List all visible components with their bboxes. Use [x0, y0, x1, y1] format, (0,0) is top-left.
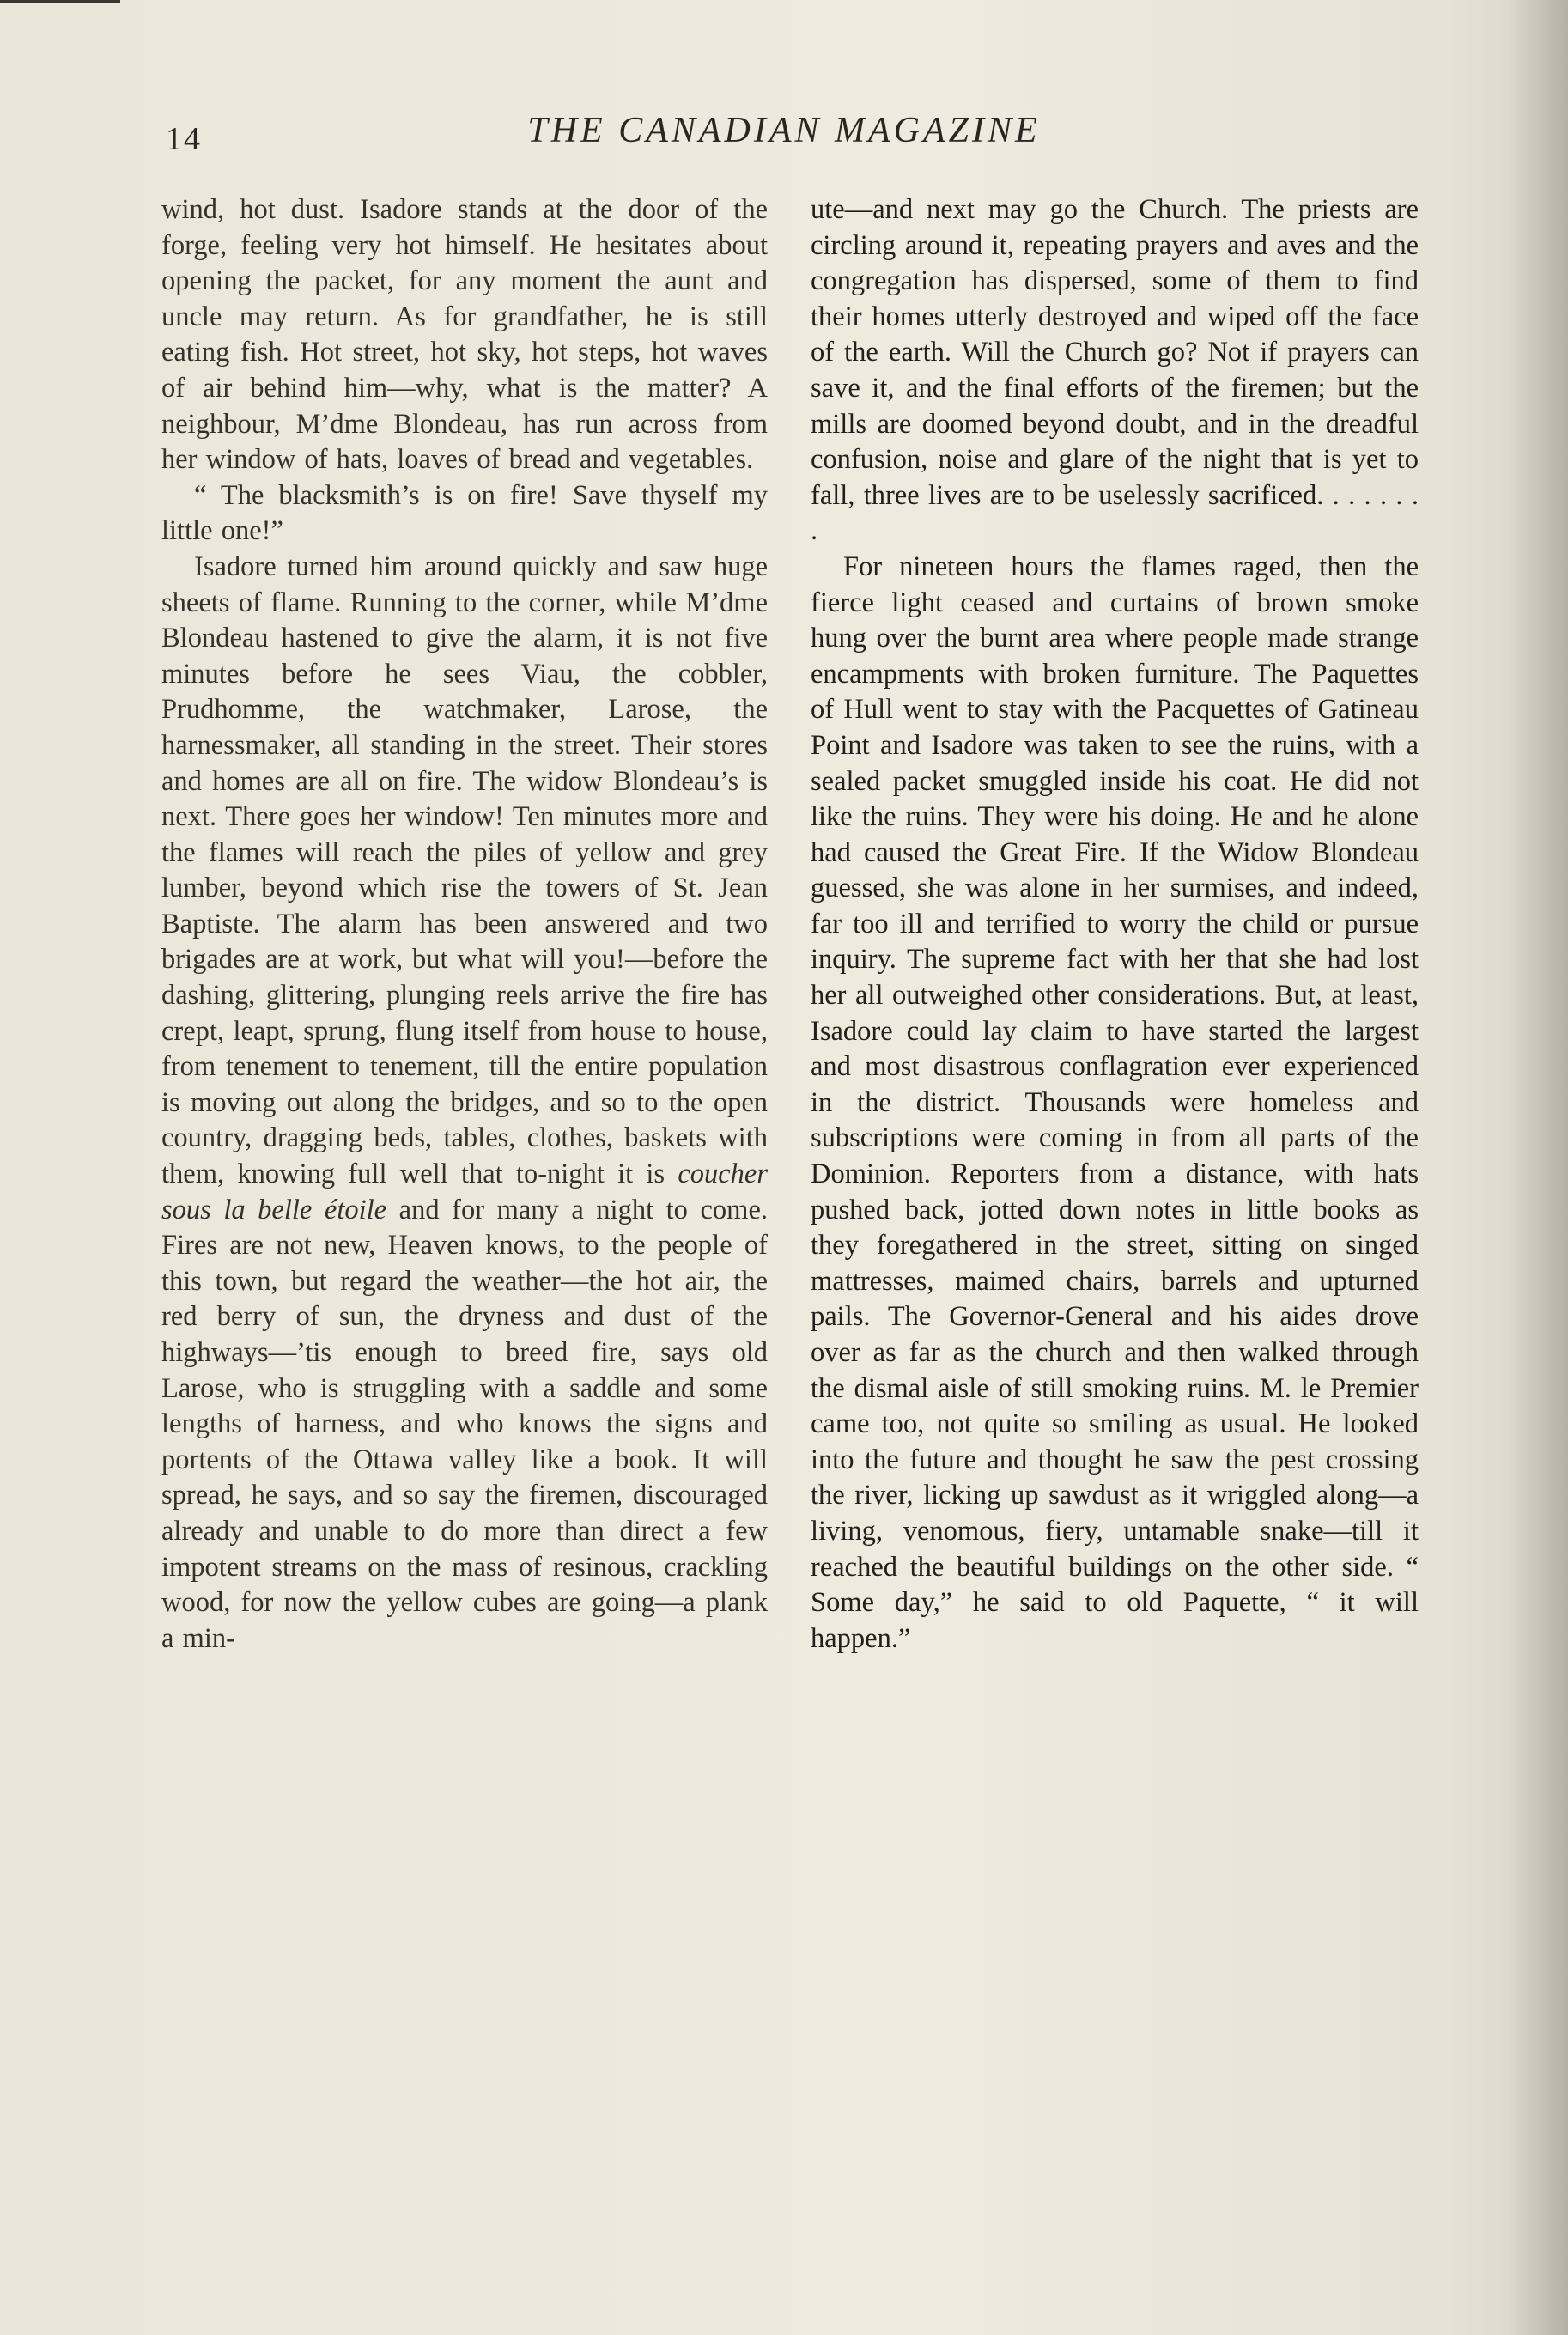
left-paragraph-3-italic-phrase: coucher sous la belle étoile	[161, 1158, 769, 1225]
left-column	[161, 192, 768, 2168]
right-paragraph-1: ute—and next may go the Church. The priests are circling around it, repeating prayers and aves and the congregation has dispersed, some of them to find their homes utterly destroyed and wiped off the face of the earth. Will the Church go? Not if prayers can save it, and the final efforts of the firemen; but the mills are doomed beyond doubt, and in the dreadful confusion, noise and glare of the night that is yet to fall, three lives are to be uselessly sacrificed. . . . . . . .	[811, 194, 1419, 547]
left-paragraph-3-text-b: and for many a night to come. Fires are not new, Heaven knows, to the people of this town, but regard the weather—the hot air, the red berry of sun, the dryness and dust of the highways—’tis enough to breed fire, says old Larose, who is struggling with a saddle and some lengths of harness, and who knows the signs and portents of the Ottawa valley like a book. It will spread, he says, and so say the firemen, discouraged already and unable to do more than direct a few impotent streams on the mass of resinous, crackling wood, for now the yellow cubes are going—a plank a min-	[161, 1194, 768, 1654]
running-head: THE CANADIAN MAGAZINE	[527, 111, 1041, 150]
page-gutter-shadow	[1508, 0, 1568, 2335]
left-paragraph-3-text-a: Isadore turned him around quickly and saw huge sheets of flame. Running to the corner, while M’dme Blondeau hastened to give the alarm, it is not five minutes before he sees Viau, the cobbler, Prudhomme, the watchmaker, Larose, the harnessmaker, all standing in the street. Their stores and homes are all on fire. The widow Blondeau’s is next. There goes her window! Ten minutes more and the flames will reach the piles of yellow and grey lumber, beyond which rise the towers of St. Jean Baptiste. The alarm has been answered and two brigades are at work, but what will you!—before the dashing, glittering, plunging reels arrive the fire has crept, leapt, sprung, flung itself from house to house, from tenement to tenement, till the entire population is moving out along the bridges, and so to the open country, dragging beds, tables, clothes, baskets with them, knowing full well that to-night it is	[161, 550, 768, 1190]
left-paragraph-3	[161, 550, 768, 1657]
page-number: 14	[166, 121, 202, 157]
right-column	[811, 192, 1419, 2168]
right-paragraph-2: For nineteen hours the flames raged, then the fierce light ceased and curtains of brown smoke hung over the burnt area where people made strange encampments with broken furniture. The Paquettes of Hull went to stay with the Pacquettes of Gatineau Point and Isadore was taken to see the ruins, with a sealed packet smuggled inside his coat. He did not like the ruins. They were his doing. He and he alone had caused the Great Fire. If the Widow Blondeau guessed, she was alone in her surmises, and indeed, far too ill and terrified to worry the child or pursue inquiry. The supreme fact with her that she had lost her all outweighed other considerations. But, at least, Isadore could lay claim to have started the largest and most disastrous conflagration ever experienced in the district. Thousands were homeless and subscriptions were coming in from all parts of the Dominion. Reporters from a distance, with hats pushed back, jotted down notes in little books as they foregathered in the street, sitting on singed mattresses, maimed chairs, barrels and upturned pails. The Governor-General and his aides drove over as far as the church and then walked through the dismal aisle of still smoking ruins. M. le Premier came too, not quite so smiling as usual. He looked into the future and thought he saw the pest crossing the river, licking up sawdust as it wriggled along—a living, venomous, fiery, untamable snake—till it reached the beautiful buildings on the other side. “ Some day,” he said to old Paquette, “ it will happen.”	[811, 550, 1419, 1654]
page-edge-mark	[0, 0, 120, 3]
left-paragraph-2: “ The blacksmith’s is on fire! Save thyself my little one!”	[161, 479, 768, 547]
left-paragraph-1: wind, hot dust. Isadore stands at the door of the forge, feeling very hot himself. He hesitates about opening the packet, for any moment the aunt and uncle may return. As for grandfather, he is still eating fish. Hot street, hot sky, hot steps, hot waves of air behind him—why, what is the matter? A neighbour, M’dme Blondeau, has run across from her window of hats, loaves of bread and vegetables.	[161, 194, 768, 476]
